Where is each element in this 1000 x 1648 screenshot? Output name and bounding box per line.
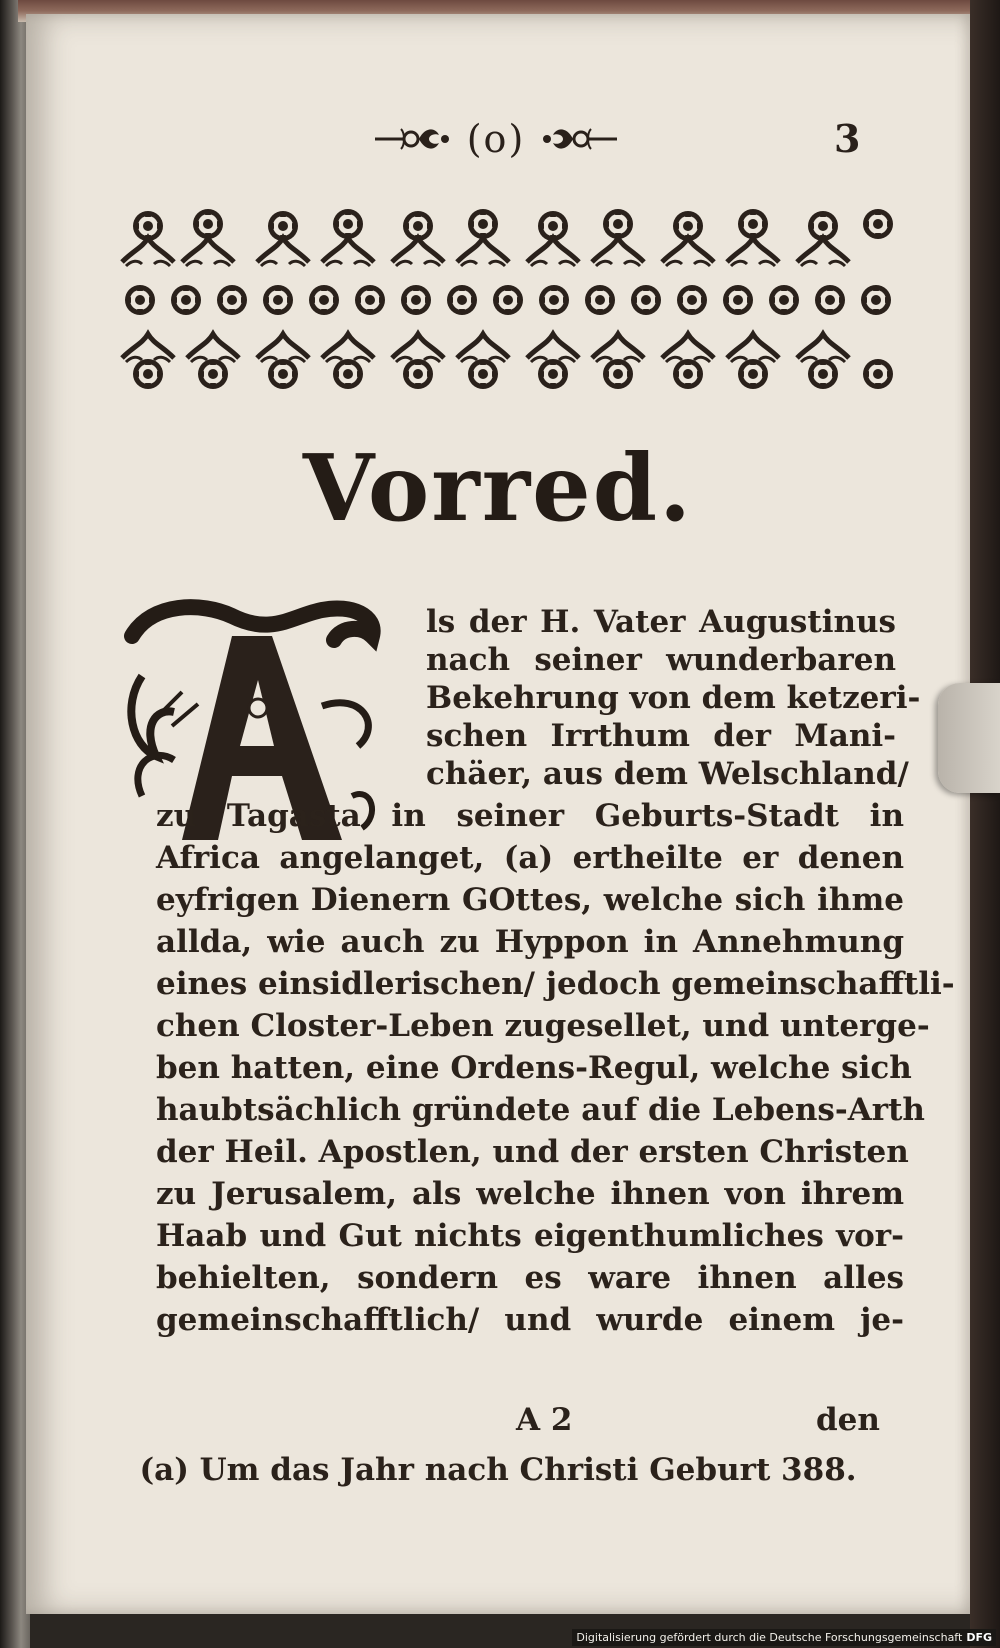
- book-cover-right: [970, 0, 1000, 1648]
- text-line: behielten, sondern es ware ihnen alles: [156, 1260, 904, 1296]
- header-marker: (o): [466, 117, 526, 161]
- text-line: schen Irrthum der Mani-: [426, 718, 896, 754]
- text-line: der Heil. Apostlen, und der ersten Christen: [156, 1134, 909, 1170]
- chapter-title: Vorred.: [302, 434, 694, 542]
- dfg-logo: DFG: [966, 1631, 992, 1644]
- text-line: allda, wie auch zu Hyppon in Annehmung: [156, 924, 904, 960]
- digitization-credit: [572, 1629, 996, 1646]
- fleuron-right-icon: [539, 119, 619, 159]
- page-tab-marker: [938, 683, 1000, 793]
- signature-mark: A 2: [516, 1402, 573, 1438]
- text-line: chäer, aus dem Welschland/: [426, 756, 909, 792]
- text-line: gemeinschafftlich/ und wurde einem je-: [156, 1302, 904, 1338]
- page-number: 3: [834, 116, 861, 161]
- text-line: zu Jerusalem, als welche ihnen von ihrem: [156, 1176, 904, 1212]
- text-line: Africa angelanget, (a) ertheilte er denen: [156, 840, 904, 876]
- credit-text: Digitalisierung gefördert durch die Deutsche Forschungsgemeinschaft: [576, 1631, 963, 1644]
- header-ornament-group: [336, 114, 656, 164]
- footnote: (a) Um das Jahr nach Christi Geburt 388.: [139, 1452, 857, 1488]
- text-line: ls der H. Vater Augustinus: [426, 604, 896, 640]
- text-line: eines einsidlerischen/ jedoch gemeinschafftli-: [156, 966, 955, 1002]
- text-line: haubtsächlich gründete auf die Lebens-Arth: [156, 1092, 925, 1128]
- floral-ornament-band-icon: [118, 202, 898, 398]
- text-line: Bekehrung von dem ketzeri-: [426, 680, 921, 716]
- text-line: chen Closter-Leben zugesellet, und unterge-: [156, 1008, 930, 1044]
- text-line: eyfrigen Dienern GOttes, welche sich ihme: [156, 882, 904, 918]
- catchword: den: [816, 1402, 880, 1438]
- book-page: [26, 14, 970, 1614]
- text-line: nach seiner wunderbaren: [426, 642, 896, 678]
- initial-letter: A: [122, 596, 123, 597]
- text-line: zu Tagasta in seiner Geburts-Stadt in: [156, 798, 904, 834]
- text-line: ben hatten, eine Ordens-Regul, welche sich: [156, 1050, 912, 1086]
- fleuron-left-icon: [373, 119, 453, 159]
- text-line: Haab und Gut nichts eigenthumliches vor-: [156, 1218, 904, 1254]
- running-header: [26, 114, 970, 164]
